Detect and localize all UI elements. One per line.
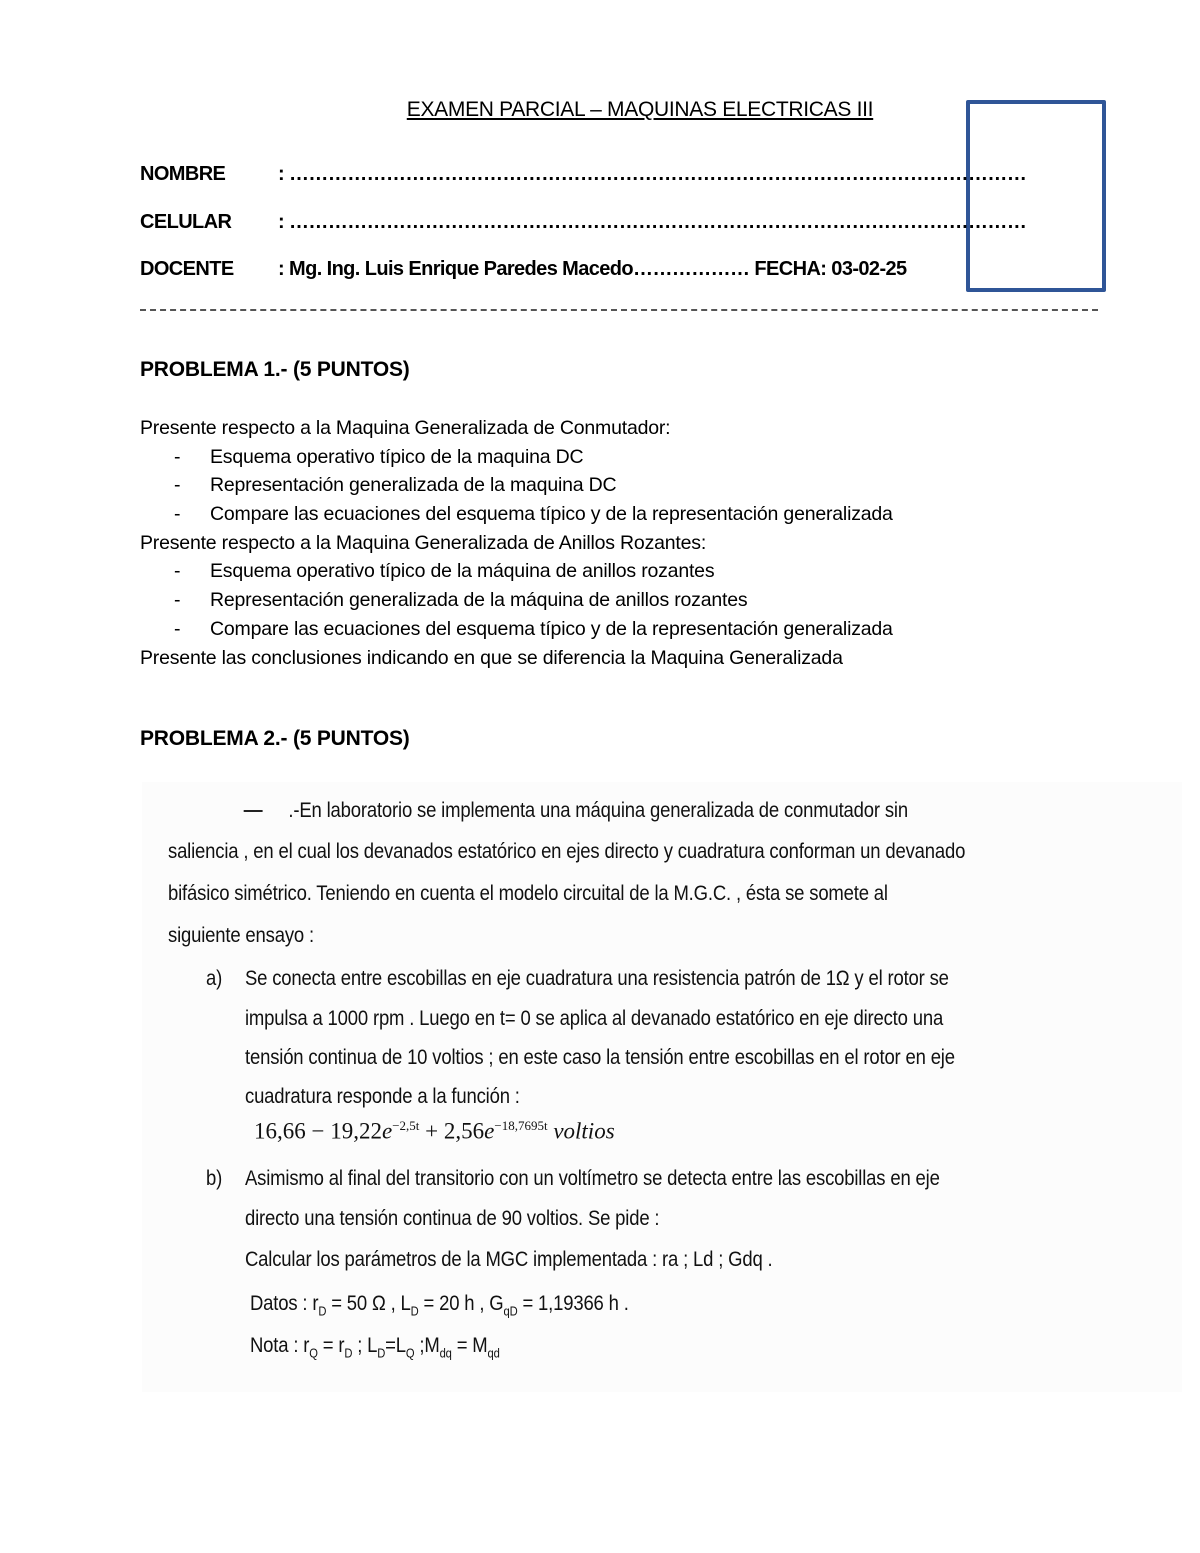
item-marker-b: b) [206, 1166, 223, 1190]
item-a-line: tensión continua de 10 voltios ; en este caso la tensión entre escobillas en el rotor en eje [245, 1045, 955, 1069]
list-item: - Esquema operativo típico de la máquina de anillos rozantes [174, 560, 715, 583]
paragraph-line: bifásico simétrico. Teniendo en cuenta el modelo circuital de la M.G.C. , ésta se somete al [168, 881, 888, 905]
field-label: DOCENTE [140, 258, 234, 280]
photo-box [966, 100, 1106, 292]
field-nombre [140, 163, 1026, 186]
voltage-formula: $16,66 - 19,22e^{-2,5t} + 2,56e^{-18,7695t}$ voltios [254, 1118, 615, 1144]
item-marker-a: a) [206, 966, 223, 990]
paragraph-line: siguiente ensayo : [168, 923, 314, 947]
item-a-line: cuadratura responde a la función : [245, 1084, 520, 1108]
field-value: : Mg. Ing. Luis Enrique Paredes Macedo……………… FECHA: 03-02-25 [278, 258, 907, 280]
datos-line: Datos : $r_D = 50$ Ω , $L_D = 20$ h , $G_{qD} = 1,19366$ h . [250, 1291, 629, 1319]
exam-title: EXAMEN PARCIAL – MAQUINAS ELECTRICAS III [406, 98, 874, 121]
list-item: - Representación generalizada de la máquina de anillos rozantes [174, 589, 748, 612]
problem2-heading: PROBLEMA 2.- (5 PUNTOS) [140, 727, 410, 750]
item-b-line: Asimismo al final del transitorio con un voltímetro se detecta entre las escobillas en eje [245, 1166, 940, 1190]
paragraph-line: saliencia , en el cual los devanados estatórico en ejes directo y cuadratura conforman un devanado [168, 839, 966, 863]
list-item: - Representación generalizada de la maquina DC [174, 474, 617, 497]
dashed-separator [140, 309, 1098, 311]
list-item: - Esquema operativo típico de la maquina DC [174, 445, 584, 468]
problem1-intro-commutator: Presente respecto a la Maquina Generalizada de Conmutador: [140, 417, 671, 439]
field-value: : …………………………………………………………………………………………………… [278, 211, 1027, 233]
item-b-line: directo una tensión continua de 90 voltios. Se pide : [245, 1206, 660, 1230]
list-item: - Compare las ecuaciones del esquema típico y de la representación generalizada [174, 503, 893, 526]
list-item: - Compare las ecuaciones del esquema típico y de la representación generalizada [174, 617, 893, 640]
paragraph-line: .-En laboratorio se implementa una máquina generalizada de conmutador sin [168, 798, 908, 823]
field-value: : …………………………………………………………………………………………………… [278, 163, 1027, 185]
field-docente [140, 258, 907, 281]
field-label: CELULAR [140, 211, 232, 233]
nota-line: Nota : $r_Q = r_D$ ; $L_D=L_Q$ $;M_{dq} = M_{qd}$ [250, 1333, 500, 1361]
problem1-intro-rings: Presente respecto a la Maquina Generalizada de Anillos Rozantes: [140, 531, 707, 554]
field-label: NOMBRE [140, 163, 226, 185]
item-b-line: Calcular los parámetros de la MGC implementada : ra ; Ld ; Gdq . [245, 1247, 773, 1271]
item-a-line: impulsa a 1000 rpm . Luego en t= 0 se aplica al devanado estatórico en eje directo una [245, 1006, 944, 1030]
item-a-line: Se conecta entre escobillas en eje cuadratura una resistencia patrón de 1Ω y el rotor se [245, 966, 949, 990]
problem1-heading: PROBLEMA 1.- (5 PUNTOS) [140, 358, 410, 381]
problem1-conclusion: Presente las conclusiones indicando en que se diferencia la Maquina Generalizada [140, 646, 843, 669]
problem2-scanned-statement [142, 782, 1182, 1392]
problem1-body [140, 414, 1100, 672]
field-celular [140, 211, 1026, 234]
